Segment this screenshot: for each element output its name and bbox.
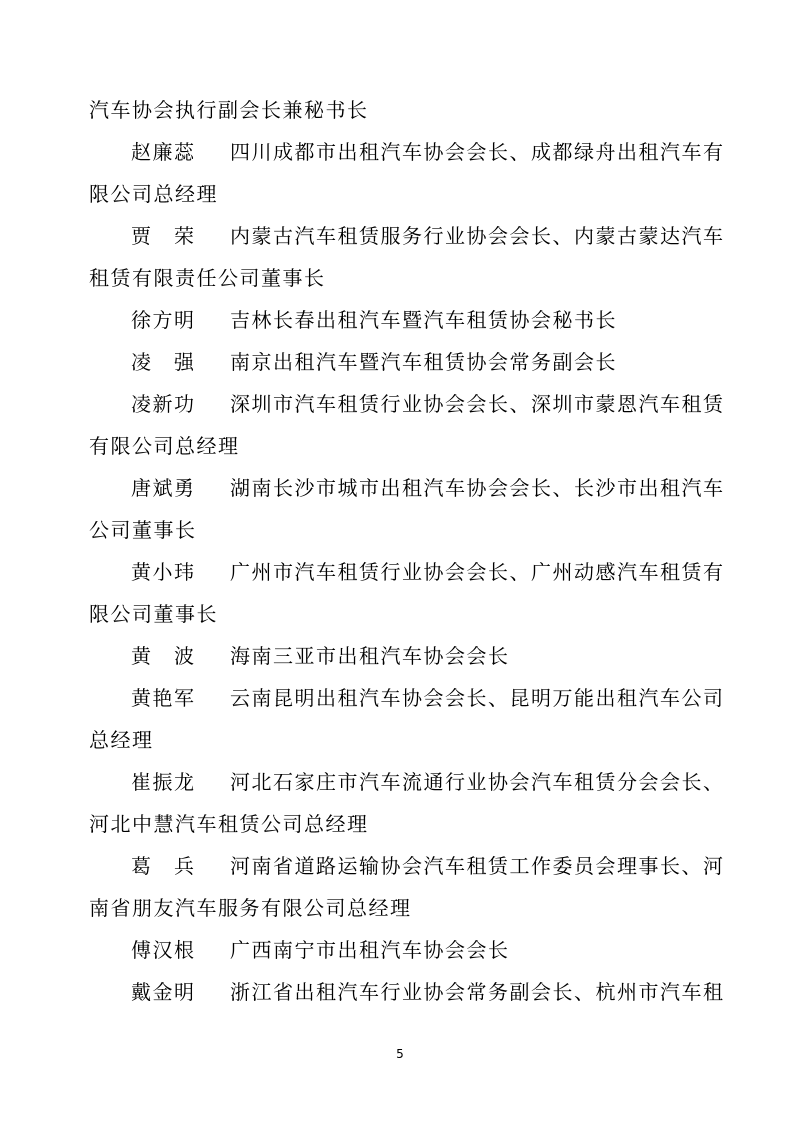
member-name: 傅汉根 bbox=[131, 938, 196, 962]
member-title: 云南昆明出租汽车协会会长、昆明万能出租汽车公司 bbox=[230, 686, 725, 710]
continuation-text: 总经理 bbox=[89, 728, 154, 752]
continuation-text: 限公司董事长 bbox=[89, 602, 218, 626]
continuation-text: 河北中慧汽车租赁公司总经理 bbox=[89, 812, 369, 836]
member-name: 葛 兵 bbox=[131, 854, 196, 878]
continuation-text: 公司董事长 bbox=[89, 518, 197, 542]
member-name: 黄 波 bbox=[131, 644, 196, 668]
member-name: 黄小玮 bbox=[131, 560, 196, 584]
member-title: 内蒙古汽车租赁服务行业协会会长、内蒙古蒙达汽车 bbox=[230, 224, 725, 248]
continuation-text: 有限公司总经理 bbox=[89, 434, 240, 458]
member-name: 唐斌勇 bbox=[131, 476, 196, 500]
page-number: 5 bbox=[396, 1047, 404, 1061]
member-name: 赵廉蕊 bbox=[131, 140, 196, 164]
member-name: 黄艳军 bbox=[131, 686, 196, 710]
continuation-text: 汽车协会执行副会长兼秘书长 bbox=[89, 98, 369, 122]
member-title: 广西南宁市出租汽车协会会长 bbox=[230, 938, 510, 962]
continuation-text: 限公司总经理 bbox=[89, 182, 218, 206]
member-title: 深圳市汽车租赁行业协会会长、深圳市蒙恩汽车租赁 bbox=[230, 392, 725, 416]
continuation-text: 租赁有限责任公司董事长 bbox=[89, 266, 326, 290]
member-title: 湖南长沙市城市出租汽车协会会长、长沙市出租汽车 bbox=[230, 476, 725, 500]
member-title: 吉林长春出租汽车暨汽车租赁协会秘书长 bbox=[230, 308, 617, 332]
member-title: 河南省道路运输协会汽车租赁工作委员会理事长、河 bbox=[230, 854, 725, 878]
continuation-text: 南省朋友汽车服务有限公司总经理 bbox=[89, 896, 412, 920]
member-name: 贾 荣 bbox=[131, 224, 196, 248]
member-name: 凌新功 bbox=[131, 392, 196, 416]
member-title: 浙江省出租汽车行业协会常务副会长、杭州市汽车租 bbox=[230, 980, 725, 1004]
member-title: 四川成都市出租汽车协会会长、成都绿舟出租汽车有 bbox=[230, 140, 725, 164]
member-title: 广州市汽车租赁行业协会会长、广州动感汽车租赁有 bbox=[230, 560, 725, 584]
member-name: 凌 强 bbox=[131, 350, 196, 374]
member-name: 徐方明 bbox=[131, 308, 196, 332]
member-title: 南京出租汽车暨汽车租赁协会常务副会长 bbox=[230, 350, 617, 374]
member-name: 戴金明 bbox=[131, 980, 196, 1004]
member-title: 海南三亚市出租汽车协会会长 bbox=[230, 644, 510, 668]
member-title: 河北石家庄市汽车流通行业协会汽车租赁分会会长、 bbox=[230, 770, 725, 794]
member-name: 崔振龙 bbox=[131, 770, 196, 794]
